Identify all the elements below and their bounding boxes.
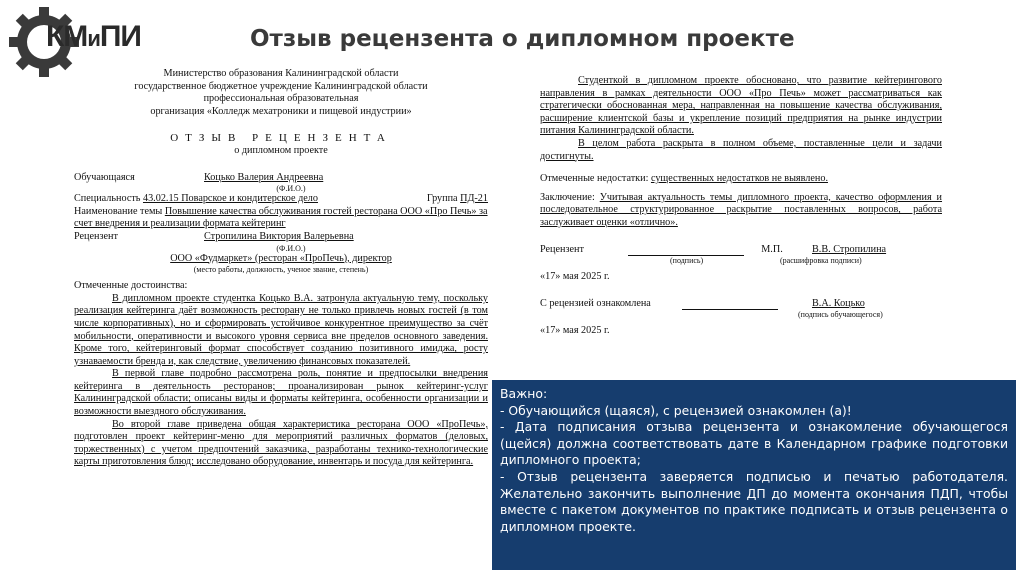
review-page-right [540, 75, 942, 338]
merits-paragraph-3: Во второй главе приведена общая характеристика ресторана ООО «ПроПечь», подготовлен проект кейтеринг-меню для мероприятий различных форматов (деловых, торжественных) с учетом предпочтений заказчика, разработаны технико-технологические карты приготовления блюд; исследовано оборудование, инвентарь и посуда для кейтеринга. [74, 418, 488, 468]
student-label: Обучающаяся [74, 171, 135, 183]
org-line-2: государственное бюджетное учреждение Калининградской области [134, 80, 428, 92]
date-1: «17» мая 2025 г. [540, 271, 610, 283]
org-line-4: организация «Колледж мехатроники и пищевой индустрии» [150, 105, 412, 117]
ack-row [540, 298, 942, 311]
merits-label: Отмеченные достоинства: [74, 280, 188, 292]
student-sign-note: (подпись обучающегося) [798, 310, 883, 320]
reviewer-row [74, 231, 488, 244]
doc-heading: ОТЗЫВ РЕЦЕНЗЕНТА [170, 132, 392, 145]
reviewer-sign-label: Рецензент [540, 243, 584, 255]
student-signature-line [682, 298, 778, 310]
topic-row: Наименование темы Повышение качества обслуживания гостей ресторана ООО «Про Печь» за счет внедрения и реализации формата кейтеринг [74, 205, 488, 230]
notice-line-3: - Дата подписания отзыва рецензента и ознакомление обучающегося (щейся) должна соответствовать дате в Календарном графике подготовки дипломного проекта; [500, 419, 1008, 468]
spec-row [74, 193, 488, 206]
notice-box [492, 380, 1016, 570]
ack-label: С рецензией ознакомлена [540, 297, 651, 309]
date-2: «17» мая 2025 г. [540, 325, 610, 337]
group-value: ПД-21 [460, 193, 488, 205]
org-line-3: профессиональная образовательная [203, 93, 359, 105]
org-line-1: Министерство образования Калининградской области [163, 68, 399, 79]
student-name: Коцько Валерия Андреевна [204, 171, 324, 183]
reviewer-label: Рецензент [74, 230, 118, 242]
notice-line-2: - Обучающийся (щаяся), с рецензией ознакомлен (а)! [500, 402, 852, 418]
reviewer-sign-name: В.В. Стропилина [812, 243, 887, 255]
fio-note: (Ф.И.О.) [276, 184, 306, 194]
review-page-left [74, 68, 488, 469]
signature-line [628, 244, 744, 256]
spec-value: 43.02.15 Поварское и кондитерское дело [142, 193, 318, 205]
logo-text: КМиПИ [46, 20, 141, 53]
workplace: ООО «Фудмаркет» (ресторан «ПроПечь), директор [170, 252, 392, 264]
ack-student-name: В.А. Коцько [812, 297, 865, 309]
workplace-note: (место работы, должность, ученое звание, степень) [193, 265, 369, 275]
doc-subheading: о дипломном проекте [234, 144, 328, 156]
mp-label: М.П. [761, 243, 783, 255]
reviewer-name: Стропилина Виктория Валерьевна [204, 230, 354, 242]
right-paragraph-1: Студенткой в дипломном проекте обосновано, что развитие кейтерингового направления в рамках деятельности ООО «Про Печь» может рассматриваться как стратегически обоснованная мера, направленная на повышение качества обслуживания, расширение клиентской базы и укрепление позиций предприятия на рынке индустрии питания Калининградской области. [540, 75, 942, 137]
decode-note: (расшифровка подписи) [780, 256, 862, 266]
slide-title: Отзыв рецензента о дипломном проекте [250, 26, 795, 52]
fio-note-2: (Ф.И.О.) [276, 243, 306, 253]
spec-label: Специальность [74, 193, 141, 205]
sign-note: (подпись) [670, 256, 704, 266]
right-paragraph-2: В целом работа раскрыта в полном объеме, поставленные цели и задачи достигнуты. [540, 137, 942, 162]
notice-line-1: Важно: [500, 386, 548, 401]
sign-notes-row [540, 256, 942, 265]
reviewer-sign-row [540, 244, 942, 257]
conclusion-row: Заключение: Учитывая актуальность темы дипломного проекта, качество оформления и последовательное структурированное раскрытие поставленных вопросов, работа заслуживает оценки «отлично». [540, 191, 943, 228]
merits-paragraph-1: В дипломном проекте студентка Коцько В.А. затронула актуальную тему, поскольку реализация кейтеринга даёт возможность ресторану не только привлечь новых гостей (в том числе корпоративных), но и сформировать устойчивое конкурентное преимущество за счёт мобильности, оперативности и высокого уровня сервиса вне пределов основного заведения. Кроме того, кейтеринговый формат способствует созданию позитивного имиджа, росту узнаваемости бренда и, как следствие, увеличению финансовых показателей. [74, 292, 488, 367]
group-label: Группа [426, 193, 458, 205]
student-row [74, 172, 488, 185]
notice-line-4: - Отзыв рецензента заверяется подписью и печатью работодателя. Желательно закончить выполнение ДП до момента окончания ПДП, чтобы вместе с пакетом документов по практике подписать и отзыв рецензента о дипломном проекте. [500, 468, 1008, 534]
merits-paragraph-2: В первой главе подробно рассмотрена роль, понятие и предпосылки внедрения кейтеринга в деятельность ресторанов; проанализирован рынок кейтеринг-услуг Калининградской области; описаны виды и форматы кейтеринга, особенности организации и возможности выездного обслуживания. [74, 368, 488, 418]
flaws-row: Отмеченные недостатки: существенных недостатков не выявлено. [540, 173, 828, 185]
